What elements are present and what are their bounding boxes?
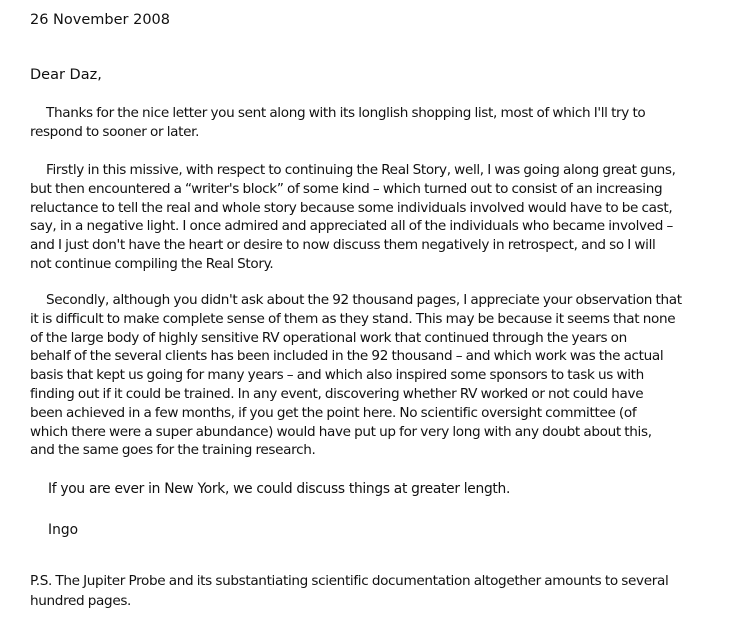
paragraph-line: respond to sooner or later.: [30, 123, 200, 140]
paragraph-line: and the same goes for the training research.: [30, 442, 316, 459]
paragraph-line: it is difficult to make complete sense of them as they stand. This may be because it seems that none: [30, 310, 676, 327]
signature: Ingo: [48, 522, 79, 538]
postscript: [30, 572, 668, 611]
postscript-line: hundred pages.: [30, 592, 132, 609]
paragraph-line: basis that kept us going for many years – and which also inspired some sponsors to task us with: [30, 367, 644, 384]
paragraph-line: Thanks for the nice letter you sent along with its longlish shopping list, most of which I'll try to: [46, 105, 646, 121]
paragraph-line: but then encountered a “writer's block” of some kind – which turned out to consist of an increasing: [30, 180, 663, 197]
paragraph-line: say, in a negative light. I once admired and appreciated all of the individuals who became involved –: [30, 218, 673, 235]
paragraph-line: and I just don't have the heart or desire to now discuss them negatively in retrospect, and so I will: [30, 237, 656, 254]
paragraph-1: [30, 104, 720, 142]
paragraph-3: [30, 291, 720, 460]
paragraph-line: Firstly in this missive, with respect to continuing the Real Story, well, I was going along great guns,: [46, 162, 676, 178]
letter-date: 26 November 2008: [30, 12, 171, 28]
paragraph-line: been achieved in a few months, if you get the point here. No scientific oversight committee (of: [30, 404, 637, 421]
paragraph-line: of the large body of highly sensitive RV operational work that continued through the years on: [30, 329, 627, 346]
paragraph-2: [30, 161, 720, 274]
paragraph-line: which there were a super abundance) would have put up for very long with any doubt about this,: [30, 423, 652, 440]
closing-line: If you are ever in New York, we could discuss things at greater length.: [48, 481, 511, 497]
postscript-line: P.S. The Jupiter Probe and its substantiating scientific documentation altogether amounts to several: [30, 573, 669, 589]
paragraph-line: behalf of the several clients has been included in the 92 thousand – and which work was the actual: [30, 348, 664, 365]
paragraph-line: finding out if it could be trained. In any event, discovering whether RV worked or not could have: [30, 385, 644, 402]
paragraph-line: Secondly, although you didn't ask about the 92 thousand pages, I appreciate your observation that: [46, 292, 682, 308]
salutation: Dear Daz,: [30, 67, 102, 83]
paragraph-line: not continue compiling the Real Story.: [30, 255, 274, 272]
paragraph-line: reluctance to tell the real and whole story because some individuals involved would have to be cast,: [30, 199, 673, 216]
